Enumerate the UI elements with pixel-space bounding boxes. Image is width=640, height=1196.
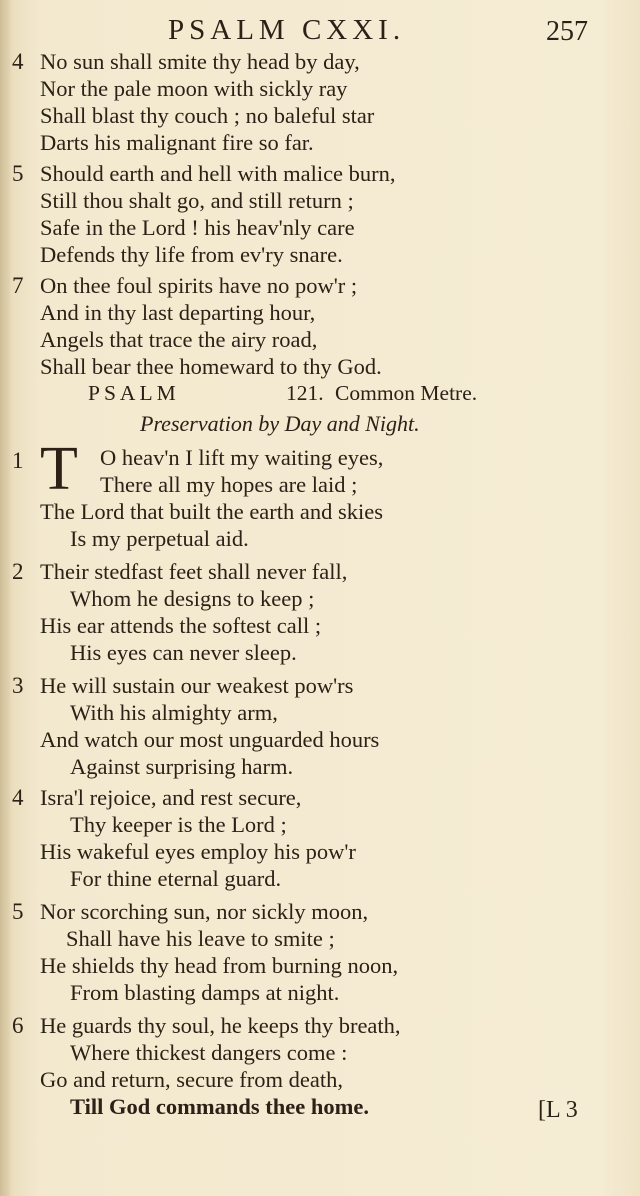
subtitle-psalm-word: PSALM bbox=[88, 381, 180, 405]
catchword-signature: [L 3 bbox=[538, 1097, 578, 1123]
subtitle-metre: Common Metre. bbox=[335, 381, 478, 405]
stanza-number: 7 bbox=[12, 273, 24, 298]
verse-line: Go and return, secure from death, bbox=[40, 1067, 344, 1092]
verse-line: Defends thy life from ev'ry snare. bbox=[40, 242, 343, 267]
verse-line: The Lord that built the earth and skies bbox=[40, 499, 384, 524]
verse-line: Nor scorching sun, nor sickly moon, bbox=[40, 899, 369, 924]
verse-line: Isra'l rejoice, and rest secure, bbox=[40, 785, 302, 810]
verse-line: Angels that trace the airy road, bbox=[40, 327, 318, 352]
stanza-number: 5 bbox=[12, 899, 24, 924]
verse-line: Should earth and hell with malice burn, bbox=[40, 161, 396, 186]
running-head: PSALM CXXI. bbox=[168, 14, 406, 46]
stanza-number: 4 bbox=[12, 785, 24, 810]
stanza-number: 4 bbox=[12, 49, 24, 74]
subtitle-theme: Preservation by Day and Night. bbox=[140, 411, 420, 436]
psalm-subtitle bbox=[0, 381, 640, 411]
verse-line: There all my hopes are laid ; bbox=[100, 472, 358, 497]
verse-line: O heav'n I lift my waiting eyes, bbox=[100, 445, 384, 470]
page-gutter bbox=[0, 0, 10, 1196]
verse-line: He will sustain our weakest pow'rs bbox=[40, 673, 354, 698]
verse-line: Shall have his leave to smite ; bbox=[66, 926, 335, 951]
verse-line: Against surprising harm. bbox=[70, 754, 294, 779]
verse-line: Thy keeper is the Lord ; bbox=[70, 812, 287, 837]
page-number: 257 bbox=[546, 16, 588, 47]
verse-line: Shall bear thee homeward to thy God. bbox=[40, 354, 382, 379]
verse-line: Shall blast thy couch ; no baleful star bbox=[40, 103, 375, 128]
verse-line: He shields thy head from burning noon, bbox=[40, 953, 399, 978]
stanza-number: 5 bbox=[12, 161, 24, 186]
verse-line: He guards thy soul, he keeps thy breath, bbox=[40, 1013, 401, 1038]
verse-line: Whom he designs to keep ; bbox=[70, 586, 315, 611]
verse-line: And watch our most unguarded hours bbox=[40, 727, 380, 752]
verse-line: Till God commands thee home. bbox=[70, 1094, 369, 1119]
subtitle-psalm-number: 121. bbox=[286, 381, 324, 405]
verse-line: Nor the pale moon with sickly ray bbox=[40, 76, 348, 101]
verse-line: Still thou shalt go, and still return ; bbox=[40, 188, 354, 213]
page-header bbox=[0, 14, 640, 50]
stanza-number: 3 bbox=[12, 673, 24, 698]
stanza-number: 1 bbox=[12, 448, 24, 473]
verse-line: His ear attends the softest call ; bbox=[40, 613, 322, 638]
verse-line: For thine eternal guard. bbox=[70, 866, 282, 891]
verse-line: From blasting damps at night. bbox=[70, 980, 340, 1005]
verse-line: Darts his malignant fire so far. bbox=[40, 130, 314, 155]
verse-line: On thee foul spirits have no pow'r ; bbox=[40, 273, 358, 298]
verse-line: With his almighty arm, bbox=[70, 700, 278, 725]
verse-line: His wakeful eyes employ his pow'r bbox=[40, 839, 356, 864]
verse-line: Safe in the Lord ! his heav'nly care bbox=[40, 215, 355, 240]
verse-line: No sun shall smite thy head by day, bbox=[40, 49, 360, 74]
verse-line: His eyes can never sleep. bbox=[70, 640, 297, 665]
verse-line: Where thickest dangers come : bbox=[70, 1040, 348, 1065]
verse-line: Their stedfast feet shall never fall, bbox=[40, 559, 348, 584]
stanza-number: 2 bbox=[12, 559, 24, 584]
verse-line: And in thy last departing hour, bbox=[40, 300, 316, 325]
drop-cap: T bbox=[40, 435, 78, 503]
verse-line: Is my perpetual aid. bbox=[70, 526, 249, 551]
stanza-number: 6 bbox=[12, 1013, 24, 1038]
